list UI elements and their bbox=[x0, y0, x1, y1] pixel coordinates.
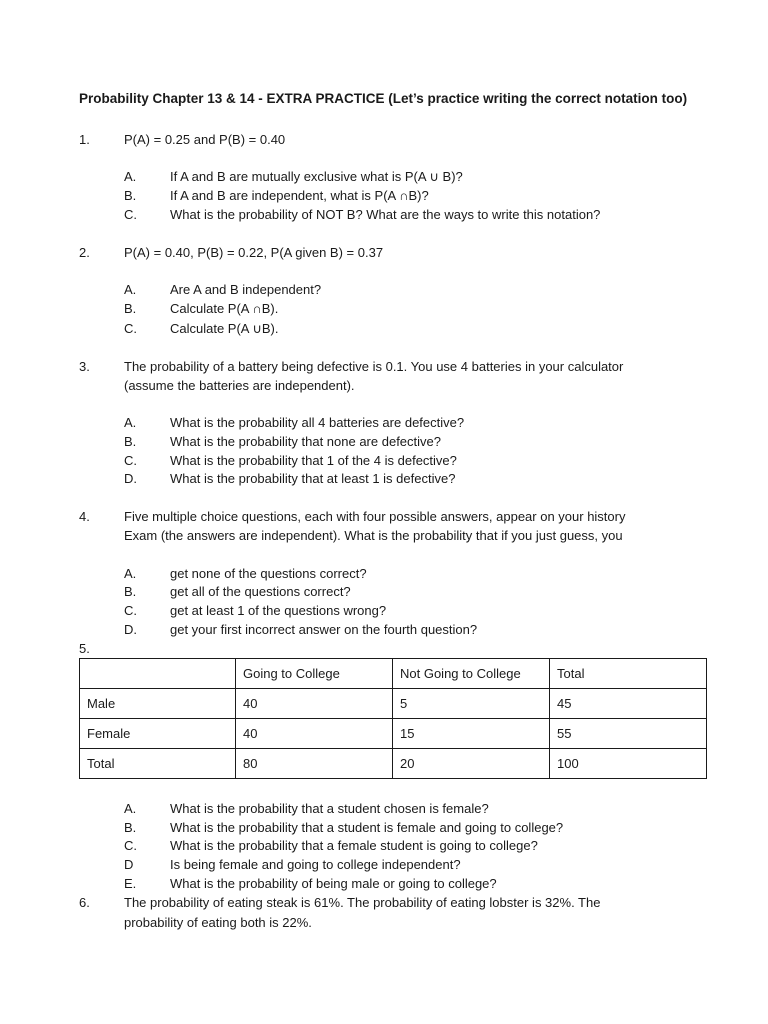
question-number: 1. bbox=[79, 132, 90, 147]
part-letter: C. bbox=[124, 838, 137, 853]
part-letter: D. bbox=[124, 471, 137, 486]
part-text: get your first incorrect answer on the fourth question? bbox=[170, 622, 478, 637]
question-stem: P(A) = 0.25 and P(B) = 0.40 bbox=[124, 132, 286, 147]
part-letter: A. bbox=[124, 169, 137, 184]
part-letter: C. bbox=[124, 321, 137, 336]
part-letter: C. bbox=[124, 603, 137, 618]
table-cell: 20 bbox=[393, 749, 550, 779]
part-letter: A. bbox=[124, 415, 137, 430]
part-letter: C. bbox=[124, 453, 137, 468]
question-stem: Exam (the answers are independent). What is the probability that if you just guess, you bbox=[124, 528, 623, 543]
part-text: What is the probability that at least 1 is defective? bbox=[170, 471, 456, 486]
table-header-cell: Not Going to College bbox=[393, 659, 550, 689]
part-letter: B. bbox=[124, 188, 137, 203]
table-cell: Male bbox=[80, 689, 236, 719]
part-text: What is the probability that none are defective? bbox=[170, 434, 441, 449]
part-text: Calculate P(A ∪B). bbox=[170, 321, 279, 336]
question-number: 5. bbox=[79, 641, 90, 656]
table-cell: 100 bbox=[550, 749, 707, 779]
table-header-cell: Total bbox=[550, 659, 707, 689]
part-letter: B. bbox=[124, 301, 137, 316]
question-stem: P(A) = 0.40, P(B) = 0.22, P(A given B) = 0.37 bbox=[124, 245, 384, 260]
part-letter: A. bbox=[124, 282, 137, 297]
part-text: What is the probability that a student is female and going to college? bbox=[170, 820, 564, 835]
table-row bbox=[80, 719, 707, 749]
part-letter: B. bbox=[124, 820, 137, 835]
question-number: 3. bbox=[79, 359, 90, 374]
part-text: What is the probability of NOT B? What are the ways to write this notation? bbox=[170, 207, 601, 222]
part-letter: D bbox=[124, 857, 134, 872]
part-text: If A and B are independent, what is P(A ∩B)? bbox=[170, 188, 429, 203]
table-cell: 5 bbox=[393, 689, 550, 719]
question-stem: Five multiple choice questions, each with four possible answers, appear on your history bbox=[124, 509, 626, 524]
part-letter: E. bbox=[124, 876, 137, 891]
part-letter: A. bbox=[124, 801, 137, 816]
part-text: If A and B are mutually exclusive what is P(A ∪ B)? bbox=[170, 169, 463, 184]
table-header-row bbox=[80, 659, 707, 689]
part-letter: B. bbox=[124, 434, 137, 449]
question-number: 6. bbox=[79, 895, 90, 910]
question-number: 4. bbox=[79, 509, 90, 524]
part-letter: B. bbox=[124, 584, 137, 599]
part-text: What is the probability that 1 of the 4 is defective? bbox=[170, 453, 457, 468]
table-row bbox=[80, 749, 707, 779]
part-letter: A. bbox=[124, 566, 137, 581]
table-cell: 80 bbox=[236, 749, 393, 779]
part-text: What is the probability that a female student is going to college? bbox=[170, 838, 538, 853]
table-cell: 45 bbox=[550, 689, 707, 719]
part-text: get all of the questions correct? bbox=[170, 584, 351, 599]
part-text: get at least 1 of the questions wrong? bbox=[170, 603, 387, 618]
question-number: 2. bbox=[79, 245, 90, 260]
question-stem: The probability of a battery being defective is 0.1. You use 4 batteries in your calculator bbox=[124, 359, 624, 374]
table-cell: Total bbox=[80, 749, 236, 779]
part-letter: C. bbox=[124, 207, 137, 222]
part-text: Is being female and going to college independent? bbox=[170, 857, 461, 872]
part-letter: D. bbox=[124, 622, 137, 637]
part-text: get none of the questions correct? bbox=[170, 566, 367, 581]
part-text: Are A and B independent? bbox=[170, 282, 322, 297]
table-cell: Female bbox=[80, 719, 236, 749]
part-text: What is the probability of being male or going to college? bbox=[170, 876, 497, 891]
part-text: Calculate P(A ∩B). bbox=[170, 301, 279, 316]
table-cell: 40 bbox=[236, 719, 393, 749]
college-table bbox=[79, 658, 707, 779]
question-stem: probability of eating both is 22%. bbox=[124, 915, 312, 930]
part-text: What is the probability all 4 batteries are defective? bbox=[170, 415, 465, 430]
worksheet-title: Probability Chapter 13 & 14 - EXTRA PRACTICE (Let’s practice writing the correct notation too) bbox=[79, 91, 688, 106]
table-cell: 15 bbox=[393, 719, 550, 749]
question-stem: (assume the batteries are independent). bbox=[124, 378, 355, 393]
table-row bbox=[80, 689, 707, 719]
table-header-cell: Going to College bbox=[236, 659, 393, 689]
table-cell: 55 bbox=[550, 719, 707, 749]
table-cell: 40 bbox=[236, 689, 393, 719]
part-text: What is the probability that a student chosen is female? bbox=[170, 801, 489, 816]
table-header-cell bbox=[80, 659, 236, 689]
question-stem: The probability of eating steak is 61%. The probability of eating lobster is 32%. The bbox=[124, 895, 601, 910]
